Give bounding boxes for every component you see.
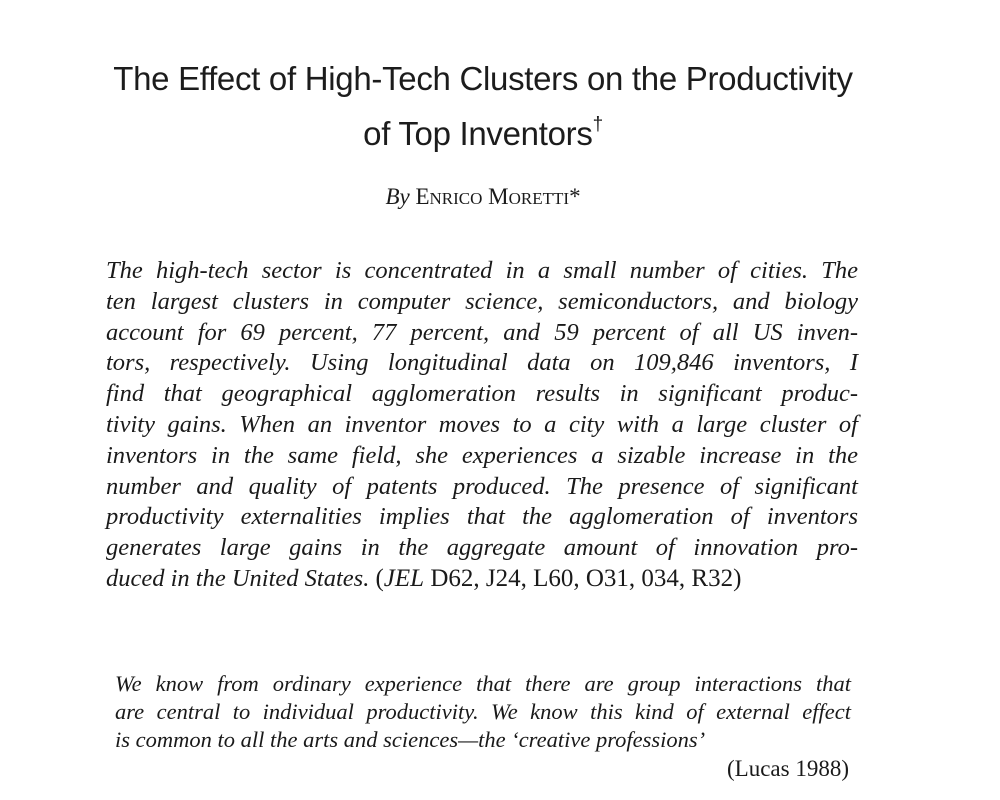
abstract-line: ten largest clusters in computer science, semiconductors, and biology	[106, 287, 858, 315]
abstract-line-last	[106, 564, 858, 595]
abstract-line: number and quality of patents produced. The presence of significant	[106, 472, 858, 500]
abstract-line: inventors in the same field, she experiences a sizable increase in the	[106, 441, 858, 469]
abstract-line: tivity gains. When an inventor moves to a city with a large cluster of	[106, 410, 858, 438]
abstract-line: find that geographical agglomeration results in significant produc-	[106, 380, 858, 408]
author-initial-m: M	[488, 184, 509, 209]
epigraph-line: are central to individual productivity. We know this kind of external effect	[115, 699, 851, 724]
epigraph-citation: (Lucas 1988)	[727, 756, 849, 781]
epigraph-line: is common to all the arts and sciences—the ‘creative professions’	[115, 727, 706, 752]
jel-code-list: D62, J24, L60, O31, 034, R32)	[430, 564, 742, 592]
abstract-line: tors, respectively. Using longitudinal data on 109,846 inventors, I	[106, 349, 858, 377]
paper-title	[0, 56, 966, 157]
jel-open-paren: (	[375, 564, 384, 592]
author-name	[415, 184, 580, 209]
author-initial-e: E	[415, 184, 430, 209]
abstract-line: productivity externalities implies that the agglomeration of inventors	[106, 503, 858, 531]
abstract-line: generates large gains in the aggregate amount of innovation pro-	[106, 534, 858, 562]
title-line-1: The Effect of High-Tech Clusters on the Productivity	[113, 60, 853, 97]
title-line-2-text: of Top Inventors	[363, 115, 593, 152]
jel-codes	[375, 565, 741, 592]
abstract	[106, 256, 858, 595]
author-footnote-mark: *	[569, 184, 581, 209]
author-byline	[0, 182, 966, 214]
abstract-line: account for 69 percent, 77 percent, and 59 percent of all US inven-	[106, 318, 858, 346]
epigraph-line: We know from ordinary experience that there are group interactions that	[115, 671, 851, 696]
jel-label: JEL	[383, 564, 425, 592]
author-rest-nrico: NRICO	[429, 189, 483, 208]
epigraph	[115, 670, 851, 784]
abstract-line-text: duced in the United States.	[106, 564, 370, 592]
abstract-line: The high-tech sector is concentrated in a small number of cities. The	[106, 257, 858, 284]
author-rest-oretti: ORETTI	[508, 189, 570, 208]
title-line-2	[0, 102, 966, 157]
byline-by: By	[385, 184, 410, 209]
title-footnote-mark: †	[592, 114, 603, 135]
